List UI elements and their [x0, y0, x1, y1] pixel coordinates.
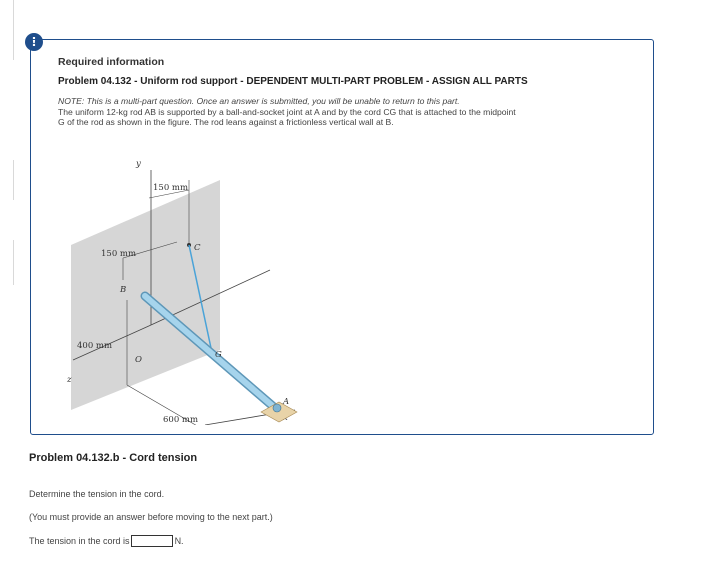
- left-edge-panel: [0, 0, 14, 570]
- problem-title: Problem 04.132 - Uniform rod support - DEPENDENT MULTI-PART PROBLEM - ASSIGN ALL PARTS: [58, 76, 528, 87]
- label-y: y: [136, 159, 141, 169]
- label-150-top: 150 mm: [153, 183, 189, 193]
- tension-answer-input[interactable]: [131, 535, 173, 547]
- ball-socket-joint: [273, 404, 281, 412]
- label-600: 600 mm: [163, 415, 199, 425]
- answer-prefix: The tension in the cord is: [29, 536, 130, 546]
- label-A: A: [283, 397, 290, 407]
- question-text: Determine the tension in the cord.: [29, 489, 165, 499]
- exclamation-icon: !: [25, 33, 43, 51]
- multi-part-note: NOTE: This is a multi-part question. Once an answer is submitted, you will be unable to return to this part.: [58, 96, 460, 106]
- part-title: Problem 04.132.b - Cord tension: [29, 452, 198, 464]
- rod-support-figure: [65, 150, 305, 425]
- description-line-2: G of the rod as shown in the figure. The rod leans against a frictionless vertical wall at B.: [58, 117, 394, 127]
- label-150-left: 150 mm: [101, 249, 137, 259]
- required-information-box: [30, 39, 654, 435]
- answer-row: [29, 535, 184, 547]
- label-G: G: [215, 350, 222, 360]
- question-note: (You must provide an answer before moving to the next part.): [29, 512, 273, 522]
- label-z: z: [67, 375, 72, 385]
- label-400: 400 mm: [77, 341, 113, 351]
- label-C: C: [194, 243, 201, 253]
- required-information-heading: Required information: [58, 56, 165, 68]
- problem-description: [58, 107, 638, 127]
- answer-unit: N.: [174, 536, 184, 546]
- label-B: B: [120, 285, 127, 295]
- description-line-1: The uniform 12-kg rod AB is supported by a ball-and-socket joint at A and by the cord CG that is attached to the midpoint: [58, 107, 516, 117]
- label-O: O: [135, 355, 142, 365]
